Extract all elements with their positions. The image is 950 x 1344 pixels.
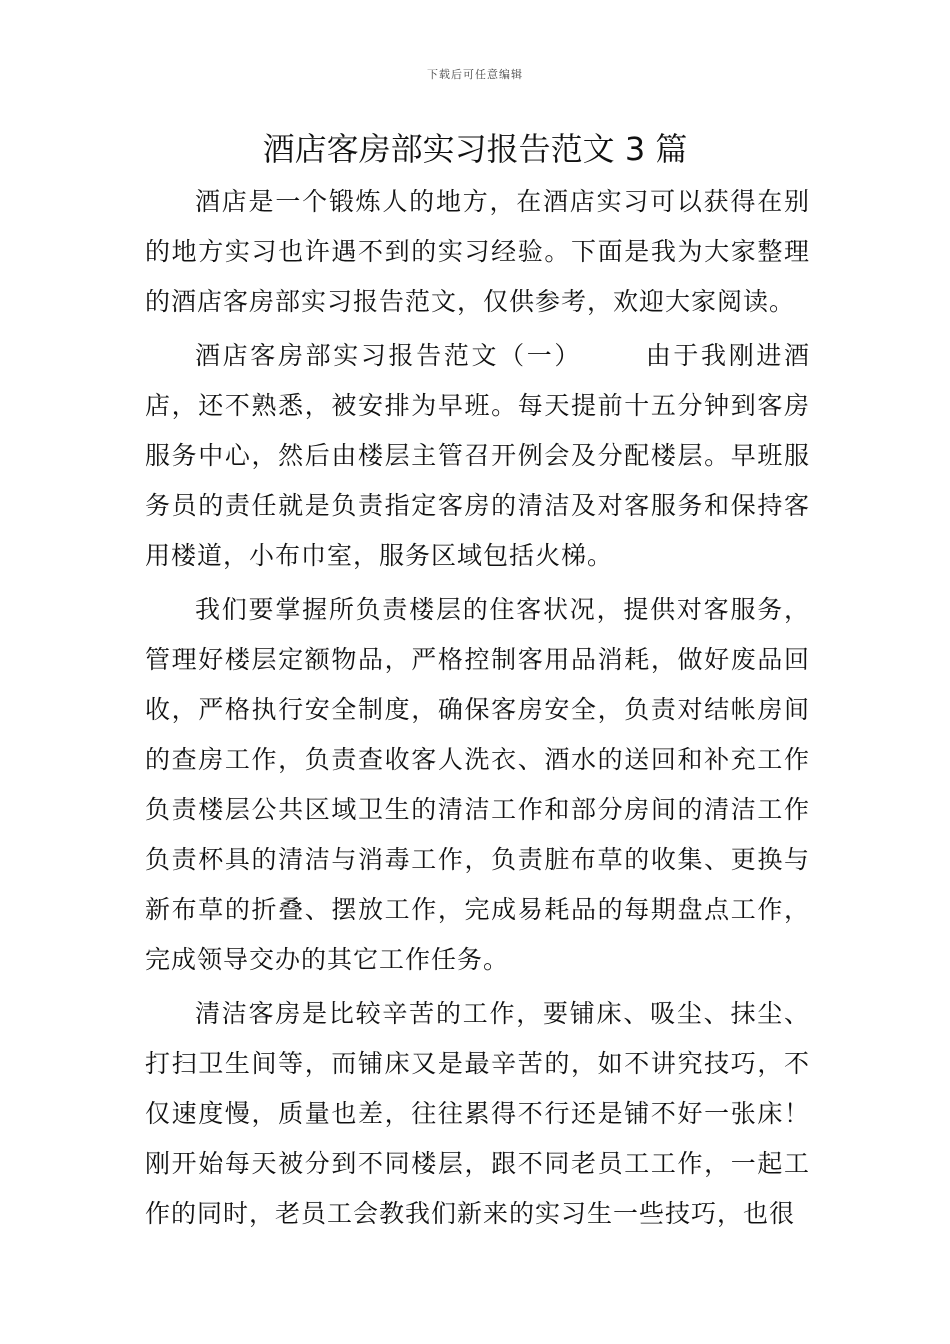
duties-paragraph: 我们要掌握所负责楼层的住客状况，提供对客服务，管理好楼层定额物品，严格控制客用品消耗，做好废品回收，严格执行安全制度，确保客房安全，负责对结帐房间的查房工作，负责查收客人洗衣、酒水的送回和补充工作负责楼层公共区域卫生的清洁工作和部分房间的清洁工作负责杯具的清洁与消毒工作，负责脏布草的收集、更换与新布草的折叠、摆放工作，完成易耗品的每期盘点工作，完成领导交办的其它工作任务。 bbox=[145, 595, 810, 974]
section-1-paragraph bbox=[145, 331, 810, 581]
header-note: 下载后可任意编辑 bbox=[427, 68, 523, 81]
section-1-heading: 酒店客房部实习报告范文（一） bbox=[195, 341, 583, 370]
section-1-text: 由于我刚进酒店，还不熟悉，被安排为早班。每天提前十五分钟到客房服务中心，然后由楼层主管召开例会及分配楼层。早班服务员的责任就是负责指定客房的清洁及对客服务和保持客用楼道，小布巾室，服务区域包括火梯。 bbox=[145, 341, 810, 570]
document-body bbox=[145, 177, 810, 1243]
page-title: 酒店客房部实习报告范文 3 篇 bbox=[262, 130, 688, 168]
intro-paragraph: 酒店是一个锻炼人的地方，在酒店实习可以获得在别的地方实习也许遇不到的实习经验。下面是我为大家整理的酒店客房部实习报告范文，仅供参考，欢迎大家阅读。 bbox=[145, 187, 810, 316]
cleaning-paragraph: 清洁客房是比较辛苦的工作，要铺床、吸尘、抹尘、打扫卫生间等，而铺床又是最辛苦的，如不讲究技巧，不仅速度慢，质量也差，往往累得不行还是铺不好一张床！刚开始每天被分到不同楼层，跟不同老员工工作，一起工作的同时，老员工会教我们新来的实习生一些技巧，也很 bbox=[145, 999, 810, 1228]
